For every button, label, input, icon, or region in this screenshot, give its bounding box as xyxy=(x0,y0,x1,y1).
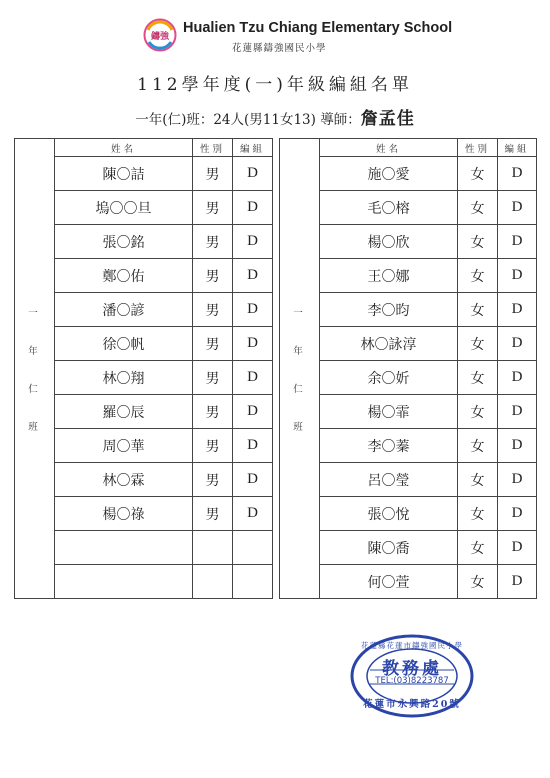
class-label: 一 年 仁 班 xyxy=(15,139,55,599)
student-name: 呂〇瑩 xyxy=(320,463,458,497)
student-name: 塢〇〇旦 xyxy=(55,191,193,225)
student-name: 王〇娜 xyxy=(320,259,458,293)
student-gender: 男 xyxy=(193,463,233,497)
school-logo xyxy=(143,18,177,52)
header-group: 編組 xyxy=(498,139,537,157)
student-group: D xyxy=(498,531,537,565)
student-name: 林〇翔 xyxy=(55,361,193,395)
header-group: 編組 xyxy=(233,139,273,157)
student-group: D xyxy=(498,327,537,361)
student-group: D xyxy=(498,157,537,191)
student-group: D xyxy=(498,259,537,293)
student-group: D xyxy=(498,463,537,497)
school-name-en: Hualien Tzu Chiang Elementary School xyxy=(183,20,453,36)
student-name: 何〇萱 xyxy=(320,565,458,599)
header-gender: 性別 xyxy=(458,139,498,157)
student-name: 陳〇喬 xyxy=(320,531,458,565)
student-group: D xyxy=(233,429,273,463)
class-info xyxy=(0,104,550,129)
student-group: D xyxy=(233,259,273,293)
student-group: D xyxy=(233,327,273,361)
student-gender: 女 xyxy=(458,361,498,395)
student-name: 陳〇詰 xyxy=(55,157,193,191)
student-gender: 女 xyxy=(458,191,498,225)
student-gender: 男 xyxy=(193,361,233,395)
roster-table-girls xyxy=(279,138,537,599)
student-group: D xyxy=(233,157,273,191)
class-summary: 一年(仁)班：24人(男11女13) 導師： xyxy=(135,112,361,128)
student-gender: 女 xyxy=(458,429,498,463)
page-title: 112學年度(一)年級編組名單 xyxy=(137,75,413,95)
student-group: D xyxy=(233,225,273,259)
student-name: 潘〇諺 xyxy=(55,293,193,327)
student-name: 林〇詠淳 xyxy=(320,327,458,361)
student-gender: 女 xyxy=(458,565,498,599)
student-group: D xyxy=(498,497,537,531)
student-group xyxy=(233,565,273,599)
table-header-row xyxy=(15,139,273,157)
student-gender: 男 xyxy=(193,225,233,259)
school-name-zh: 花蓮縣鑄強國民小學 xyxy=(232,43,327,54)
class-label: 一 年 仁 班 xyxy=(280,139,320,599)
student-gender: 男 xyxy=(193,327,233,361)
student-gender: 女 xyxy=(458,463,498,497)
student-gender: 男 xyxy=(193,429,233,463)
student-group: D xyxy=(233,395,273,429)
student-group: D xyxy=(233,361,273,395)
student-group: D xyxy=(233,497,273,531)
student-gender: 女 xyxy=(458,531,498,565)
student-name: 林〇霖 xyxy=(55,463,193,497)
student-name: 楊〇欣 xyxy=(320,225,458,259)
student-gender xyxy=(193,565,233,599)
stamp-phone: TEL:(03)8223787 xyxy=(375,676,449,686)
student-name xyxy=(55,531,193,565)
student-gender: 女 xyxy=(458,293,498,327)
roster-table-boys xyxy=(14,138,273,599)
student-name: 張〇銘 xyxy=(55,225,193,259)
student-gender: 女 xyxy=(458,157,498,191)
student-gender xyxy=(193,531,233,565)
student-name xyxy=(55,565,193,599)
logo-text: 鑄強 xyxy=(150,32,170,42)
student-name: 楊〇祿 xyxy=(55,497,193,531)
student-name: 徐〇帆 xyxy=(55,327,193,361)
student-gender: 女 xyxy=(458,497,498,531)
student-name: 李〇昀 xyxy=(320,293,458,327)
teacher-name: 詹孟佳 xyxy=(360,109,415,129)
student-name: 施〇愛 xyxy=(320,157,458,191)
student-name: 鄭〇佑 xyxy=(55,259,193,293)
student-name: 毛〇榕 xyxy=(320,191,458,225)
stamp-address: 花蓮市永興路20號 xyxy=(363,699,461,710)
student-gender: 男 xyxy=(193,191,233,225)
student-group: D xyxy=(233,463,273,497)
student-name: 周〇華 xyxy=(55,429,193,463)
student-group: D xyxy=(498,293,537,327)
school-header xyxy=(0,14,550,54)
stamp-ring-text: 花蓮縣花蓮市鑄強國民小學 xyxy=(361,641,463,650)
student-group: D xyxy=(498,361,537,395)
student-group: D xyxy=(233,191,273,225)
table-header-row xyxy=(280,139,537,157)
header-name: 姓名 xyxy=(55,139,193,157)
student-group xyxy=(233,531,273,565)
student-group: D xyxy=(233,293,273,327)
student-gender: 男 xyxy=(193,497,233,531)
student-gender: 男 xyxy=(193,259,233,293)
student-name: 李〇蓁 xyxy=(320,429,458,463)
student-gender: 女 xyxy=(458,395,498,429)
student-gender: 女 xyxy=(458,327,498,361)
student-gender: 男 xyxy=(193,293,233,327)
student-name: 張〇悅 xyxy=(320,497,458,531)
student-gender: 女 xyxy=(458,259,498,293)
student-group: D xyxy=(498,191,537,225)
student-group: D xyxy=(498,225,537,259)
student-gender: 男 xyxy=(193,157,233,191)
student-name: 楊〇霏 xyxy=(320,395,458,429)
student-group: D xyxy=(498,395,537,429)
student-name: 羅〇辰 xyxy=(55,395,193,429)
header-gender: 性別 xyxy=(193,139,233,157)
stamp-main-text: 教務處 xyxy=(382,659,442,679)
student-name: 余〇妡 xyxy=(320,361,458,395)
header-name: 姓名 xyxy=(320,139,458,157)
student-gender: 女 xyxy=(458,225,498,259)
student-group: D xyxy=(498,429,537,463)
student-gender: 男 xyxy=(193,395,233,429)
student-group: D xyxy=(498,565,537,599)
